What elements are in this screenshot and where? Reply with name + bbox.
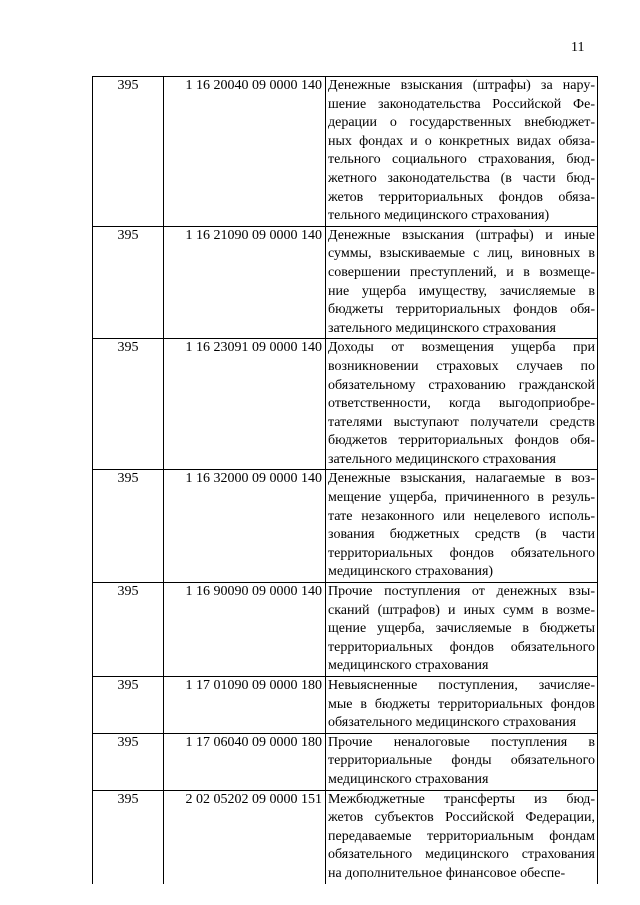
admin-code-cell: 395: [93, 583, 164, 677]
table-row: [93, 77, 598, 227]
income-name-line: зования бюджетных средств (в части: [328, 527, 595, 543]
classification-code-cell: 1 16 21090 09 0000 140: [164, 226, 326, 339]
income-name-line: суммы, взыскиваемые с лиц, виновных в: [328, 246, 595, 262]
classification-code-cell: 1 16 23091 09 0000 140: [164, 339, 326, 470]
income-name-line: территориальные фонды обязательного: [328, 753, 595, 769]
table-row: [93, 677, 598, 734]
income-name-line: тате незаконного или нецелевого исполь-: [328, 508, 595, 524]
income-name-cell: [326, 583, 598, 677]
income-name-line: территориальных фондов обязательного: [328, 639, 595, 655]
income-name-line: бюджеты территориальных фондов обя-: [328, 302, 595, 318]
income-name-line: зательного медицинского страхования: [328, 320, 556, 336]
income-name-line: территориальных фондов обязательного: [328, 545, 595, 561]
income-name-line: тателями выступают получатели средств: [328, 414, 595, 430]
budget-classification-table: [92, 76, 598, 884]
admin-code-cell: 395: [93, 733, 164, 790]
income-name-line: зательного медицинского страхования: [328, 451, 556, 467]
income-name-line: сканий (штрафов) и иных сумм в возме-: [328, 602, 595, 618]
classification-code-cell: 1 16 20040 09 0000 140: [164, 77, 326, 227]
admin-code-cell: 395: [93, 677, 164, 734]
table-row: [93, 733, 598, 790]
page-number: 11: [571, 40, 585, 55]
income-name-line: совершении преступлений, и в возмеще-: [328, 264, 595, 280]
income-name-line: Денежные взыскания, налагаемые в воз-: [328, 471, 595, 487]
income-name-cell: [326, 226, 598, 339]
income-name-line: тельного медицинского страхования): [328, 208, 550, 224]
income-name-line: Денежные взыскания (штрафы) и иные: [328, 227, 595, 243]
income-name-line: тельного социального страхования, бюд-: [328, 152, 595, 168]
income-name-cell: [326, 733, 598, 790]
classification-code-cell: 1 16 32000 09 0000 140: [164, 470, 326, 583]
table-row: [93, 339, 598, 470]
table-row: [93, 470, 598, 583]
classification-code-cell: 1 16 90090 09 0000 140: [164, 583, 326, 677]
income-name-line: дерации о государственных внебюджет-: [328, 115, 595, 131]
income-name-line: ответственности, когда выгодоприобре-: [328, 396, 595, 412]
income-name-line: шение законодательства Российской Фе-: [328, 96, 595, 112]
classification-code-cell: 2 02 05202 09 0000 151: [164, 790, 326, 883]
income-name-line: ние ущерба имуществу, зачисляемые в: [328, 283, 595, 299]
table-row: [93, 583, 598, 677]
income-name-line: обязательного медицинского страхования: [328, 847, 595, 863]
admin-code-cell: 395: [93, 790, 164, 883]
classification-code-cell: 1 17 06040 09 0000 180: [164, 733, 326, 790]
income-name-line: мые в бюджеты территориальных фондов: [328, 696, 595, 712]
income-name-line: возникновении страховых случаев по: [328, 358, 595, 374]
income-name-line: Денежные взыскания (штрафы) за нару-: [328, 78, 595, 93]
admin-code-cell: 395: [93, 470, 164, 583]
income-name-cell: [326, 677, 598, 734]
income-name-line: жетного законодательства (в части бюд-: [328, 170, 595, 186]
income-name-line: на дополнительное финансовое обеспе-: [328, 865, 566, 881]
admin-code-cell: 395: [93, 226, 164, 339]
table-row: [93, 790, 598, 883]
income-name-line: жетов субъектов Российской Федерации,: [328, 810, 595, 826]
income-name-line: Межбюджетные трансферты из бюд-: [328, 791, 595, 807]
classification-code-cell: 1 17 01090 09 0000 180: [164, 677, 326, 734]
income-name-line: медицинского страхования): [328, 564, 494, 580]
income-name-line: Прочие поступления от денежных взы-: [328, 584, 595, 600]
admin-code-cell: 395: [93, 339, 164, 470]
income-name-line: медицинского страхования: [328, 658, 489, 674]
income-name-line: Прочие неналоговые поступления в: [328, 734, 595, 750]
table-row: [93, 226, 598, 339]
income-name-line: ных фондах и о конкретных видах обяза-: [328, 133, 595, 149]
income-name-line: обязательному страхованию гражданской: [328, 377, 595, 393]
income-name-line: Доходы от возмещения ущерба при: [328, 340, 595, 356]
income-name-cell: [326, 77, 598, 227]
admin-code-cell: 395: [93, 77, 164, 227]
income-name-line: обязательного медицинского страхования: [328, 715, 577, 731]
income-name-line: бюджетов территориальных фондов обя-: [328, 433, 595, 449]
income-name-cell: [326, 790, 598, 883]
income-name-line: Невыясненные поступления, зачисляе-: [328, 678, 595, 693]
table-body: [93, 77, 598, 884]
income-name-line: жетов территориальных фондов обяза-: [328, 189, 595, 205]
income-name-line: мещение ущерба, причиненного в резуль-: [328, 490, 595, 506]
income-name-line: передаваемые территориальным фондам: [328, 828, 595, 844]
income-name-line: щение ущерба, зачисляемые в бюджеты: [328, 621, 595, 637]
income-name-line: медицинского страхования: [328, 771, 489, 787]
income-name-cell: [326, 470, 598, 583]
income-name-cell: [326, 339, 598, 470]
